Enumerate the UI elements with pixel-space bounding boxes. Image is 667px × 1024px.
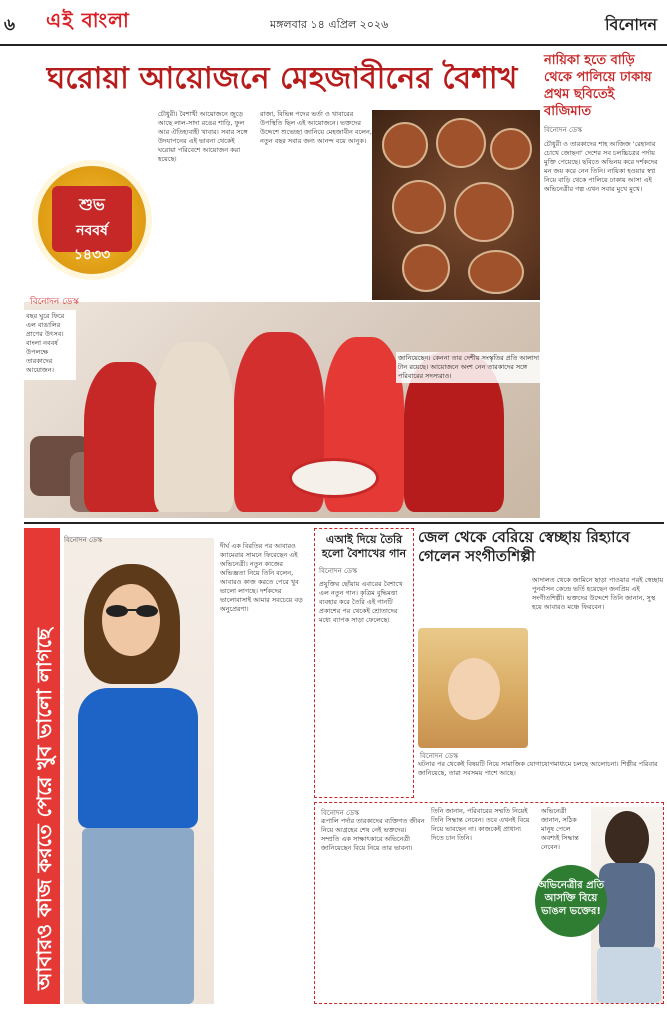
face [448,658,500,720]
jeans [82,828,194,1004]
section-title: বিনোদন [604,15,657,34]
marriage-article [314,802,664,1004]
marriage-column-3: অভিনেত্রী জানান, সঠিক মানুষ পেলে অবশ্যই সিদ্ধান্ত নেবেন। [541,807,579,851]
body [599,863,655,953]
group-of-women [84,312,544,512]
singer-photo [418,628,528,748]
sunglasses-icon [104,604,160,618]
badge-line-1: শুভ [79,195,105,214]
singer-rehab-article [418,528,664,798]
marriage-column-1: রূপালি পর্দার তারকাদের ব্যক্তিগত জীবন নিয়ে আগ্রহের শেষ নেই ভক্তদের। সম্প্রতি এক সাক্ষাৎকারে অভিনেত্রী জানিয়েছেন বিয়ে নিয়ে তার ভাবনা। [321,817,425,852]
comeback-body [220,542,308,617]
food-dish [402,244,450,292]
lead-photo-caption-text: জানিয়েছেন। কেননা তার দেশীয় সংস্কৃতির প্রতি আলাদা টান রয়েছে। আয়োজনে অংশ নেন তারকাদের সঙ্গে পরিবারের সদস্যরাও। [398,354,540,380]
woman-figure [154,342,234,512]
side-byline: বিনোদন ডেস্ক [544,126,583,134]
lead-column-3-text: রাজা, বিভিন্ন পদের ভর্তা ও খাবারের উপস্থিতি ছিল এই আয়োজনে। ভক্তদের উদ্দেশে শুভেচ্ছা জানিয়ে মেহজাবীন বলেন, নতুন বছর সবার জন্য আনন্দ বয়ে আনুক। [260,110,372,145]
badge-line-3: ১৪৩৩ [73,247,111,263]
food-dish [436,118,486,168]
ai-song-article [314,528,414,798]
lead-article [24,52,540,518]
ai-song-headline: এআই দিয়ে তৈরি হলো বৈশাখের গান [321,533,407,560]
ai-song-body: প্রযুক্তির ছোঁয়ায় এবারের বৈশাখে এল নতুন গান। কৃত্রিম বুদ্ধিমত্তা ব্যবহার করে তৈরি এই গানটি প্রকাশের পর থেকেই শ্রোতাদের মধ্যে ব্যাপক সাড়া ফেলেছে। [319,580,403,624]
face [102,584,160,656]
singer-rehab-body-continued: ঘটনার পর থেকেই বিষয়টি নিয়ে সামাজিক যোগাযোগমাধ্যমে চলছে আলোচনা। শিল্পীর পরিবার জানিয়েছে, তারা সবসময় পাশে আছে। [418,760,658,777]
lead-column-2 [158,110,254,167]
hair [605,811,649,867]
marriage-column-2: তিনি জানান, পরিবারের সম্মতি নিয়েই তিনি সিদ্ধান্ত নেবেন। তবে এখনই বিয়ে নিয়ে ভাবছেন না। কাজকেই প্রাধান্য দিতে চান তিনি। [431,807,530,842]
singer-rehab-body: আদালত থেকে জামিনে ছাড়া পাওয়ার পরই স্বেচ্ছায় পুনর্বাসন কেন্দ্রে ভর্তি হয়েছেন জনপ্রিয় এই সংগীতশিল্পী। ভক্তদের উদ্দেশে তিনি জানান, সুস্থ হয়ে আবারও মঞ্চে ফিরবেন। [532,576,664,611]
singer-rehab-headline: জেল থেকে বেরিয়ে স্বেচ্ছায় রিহ্যাবে গেলেন সংগীতশিল্পী [418,528,630,565]
vertical-banner-text: আবারও কাজ করতে পেরে খুব ভালো লাগছে [32,628,56,990]
marriage-byline: বিনোদন ডেস্ক [321,809,360,817]
comeback-byline: বিনোদন ডেস্ক [64,536,103,544]
legs [597,947,661,1003]
side-article [544,52,664,518]
ai-song-byline: বিনোদন ডেস্ক [319,567,358,575]
blue-top [78,688,198,828]
vertical-banner [24,528,60,1004]
singer-rehab-byline: বিনোদন ডেস্ক [420,752,459,760]
lead-column-1 [24,310,76,380]
lead-column-1-text: বছর ঘুরে ফিরে এল বাঙালির প্রাণের উৎসব। বাংলা নববর্ষ উপলক্ষে তারকাদের আয়োজন। [26,312,65,374]
side-body [544,140,664,194]
food-plate [289,458,379,498]
lead-headline: ঘরোয়া আয়োজনে মেহজাবীনের বৈশাখ [46,61,518,96]
page-number: ৬ [4,15,16,35]
food-dish [454,182,514,242]
woman-figure [84,362,164,512]
lead-byline: বিনোদন ডেস্ক [30,297,79,307]
page-header [0,0,667,46]
issue-date: মঙ্গলবার ১৪ এপ্রিল ২০২৬ [270,18,389,31]
section-divider [24,522,664,524]
newspaper-logo: এই বাংলা [46,8,130,32]
food-dish [392,180,446,234]
badge-panel [52,186,132,263]
actress-photo [64,538,214,1004]
lead-column-2-text: চৌধুরী। বৈশাখী আয়োজনে জুড়ে আছে লাল-সাদা রঙের শাড়ি, ফুল আর ঐতিহ্যবাহী খাবার। সবার সঙ্গে উদযাপনের এই ভাবনা থেকেই ঘরোয়া পরিবেশে আয়োজন করা হয়েছে। [158,110,248,163]
lead-column-3 [260,110,372,149]
lead-photo-caption [396,352,546,383]
food-dish [468,250,524,294]
side-headline: নায়িকা হতে বাড়ি থেকে পালিয়ে ঢাকায় প্রথম ছবিতেই বাজিমাত [544,53,652,119]
comeback-article [24,528,308,1004]
lead-photo [24,302,540,518]
pull-quote: অভিনেত্রীর প্রতি আসক্তি বিয়ে ভাঙল ভক্তের! [535,865,607,937]
comeback-body-text: দীর্ঘ এক বিরতির পর আবারও ক্যামেরার সামনে ফিরেছেন এই অভিনেত্রী। নতুন কাজের অভিজ্ঞতা নিয়ে তিনি বলেন, আবারও কাজ করতে পেরে খুব ভালো লাগছে। দর্শকদের ভালোবাসাই আমার সবচেয়ে বড় অনুপ্রেরণা। [220,542,303,613]
food-dish [490,128,532,170]
side-body-text: চৌধুরী ও তারকাদের শাহ আজিজ 'রেহানার চোখে জোছনা' দেশের সব চলচ্চিত্রের পর্দায় মুক্তি পেয়েছে। ছবিতে অভিনয় করে দর্শকদের মন জয় করে নেন তিনি। নায়িকা হওয়ার স্বপ্ন নিয়ে বাড়ি থেকে পালিয়ে ঢাকায় আসা এই অভিনেত্রীর গল্প এখন সবার মুখে মুখে। [544,140,658,193]
badge-line-2: নববর্ষ [76,223,108,239]
new-year-badge [38,166,146,274]
food-dish [382,122,428,168]
food-photo [372,110,540,300]
